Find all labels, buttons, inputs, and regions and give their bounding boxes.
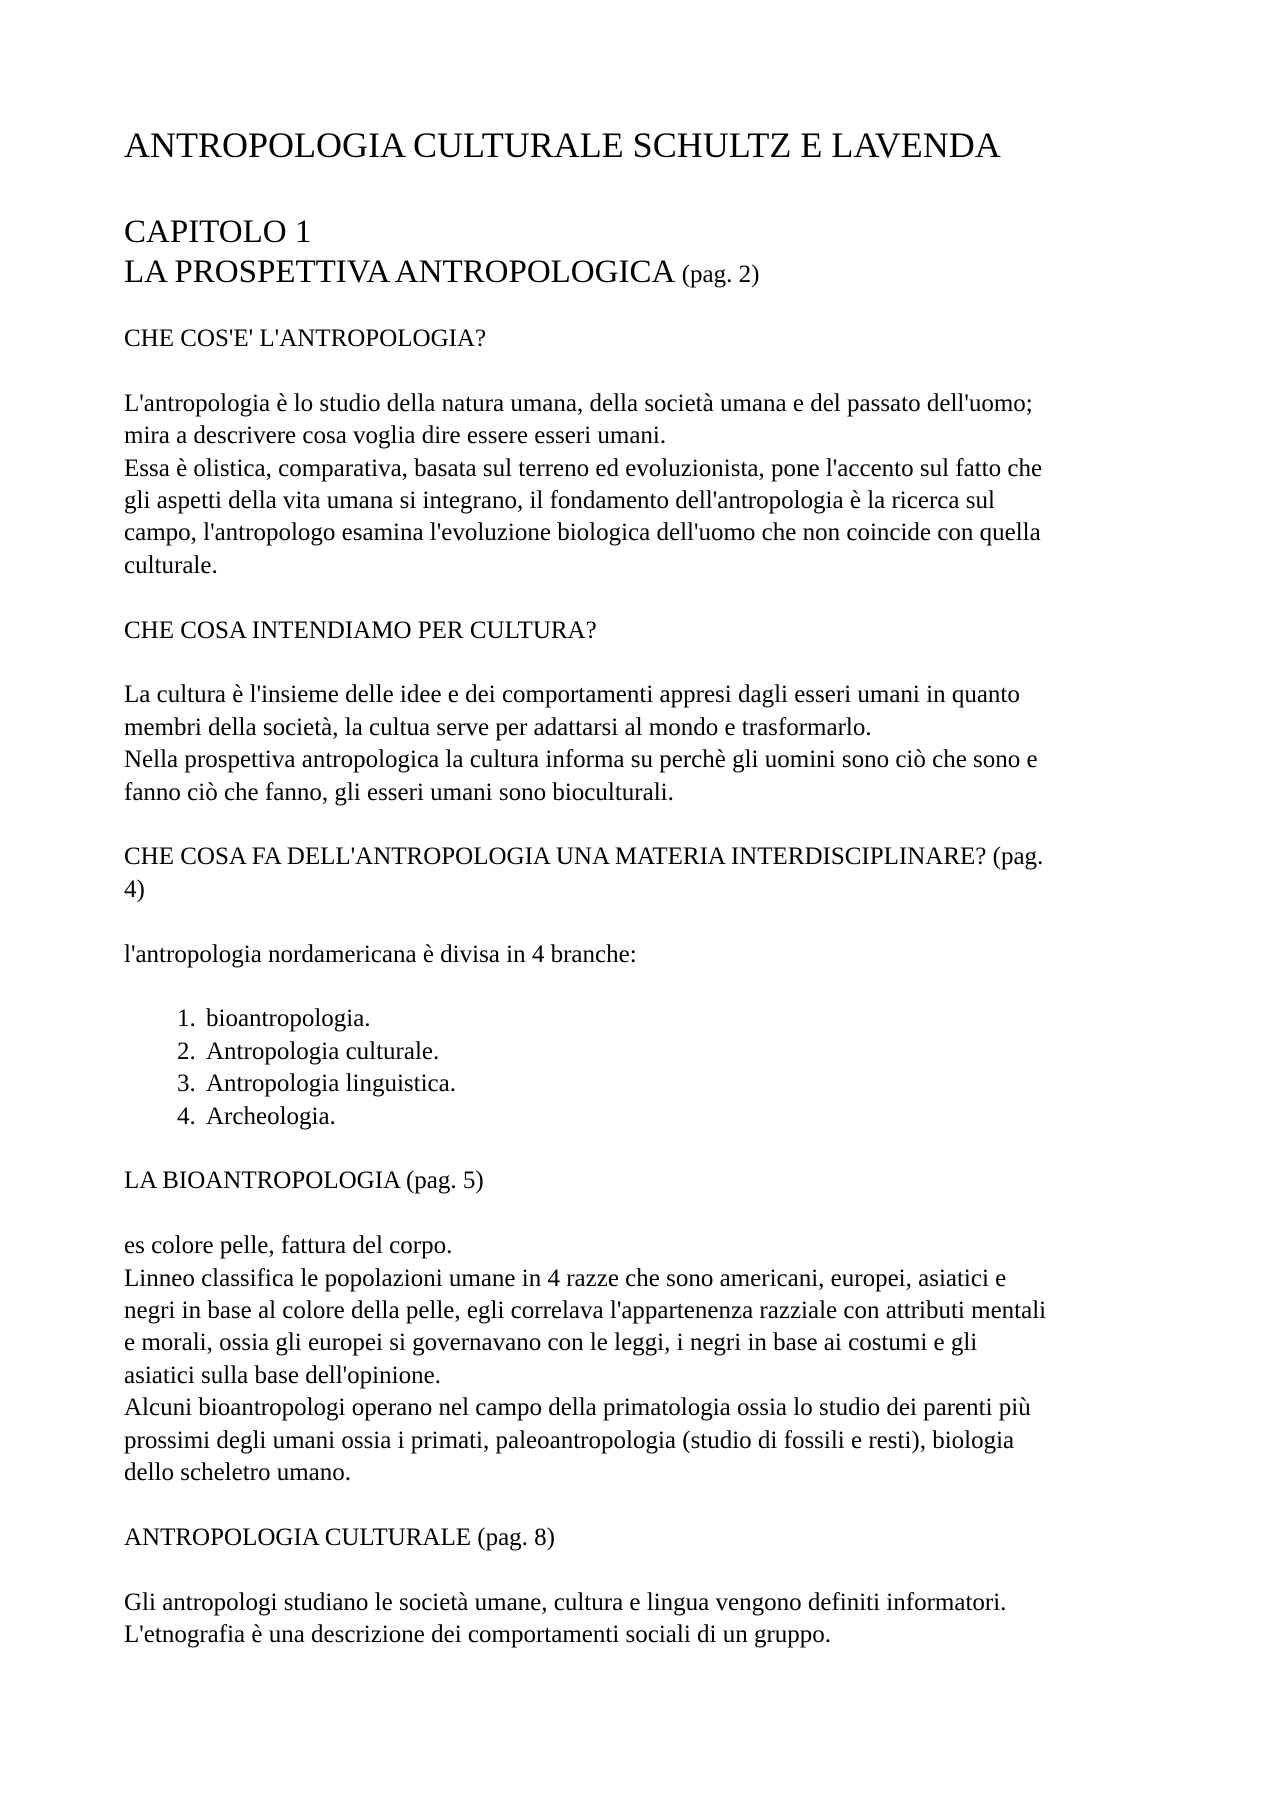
text-line: campo, l'antropologo esamina l'evoluzione biologica dell'uomo che non coincide con quella [124,519,1041,547]
text-line: membri della società, la cultua serve per adattarsi al mondo e trasformarlo. [124,713,872,741]
chapter-title-line [124,252,759,295]
paragraph-culture [124,679,1164,809]
text-line: L'etnografia è una descrizione dei comportamenti sociali di un gruppo. [124,1621,832,1649]
heading-line: CHE COSA FA DELL'ANTROPOLOGIA UNA MATERIA INTERDISCIPLINARE? (pag. [124,843,1044,871]
chapter-heading [124,212,759,295]
text-line: L'antropologia è lo studio della natura umana, della società umana e del passato dell'uomo; [124,389,1033,417]
text-line: asiatici sulla base dell'opinione. [124,1361,441,1389]
text-line: culturale. [124,551,218,579]
text-line: Nella prospettiva antropologica la cultura informa su perchè gli uomini sono ciò che sono e [124,746,1038,774]
document-body [124,323,1164,1684]
text-line: dello scheletro umano. [124,1459,352,1487]
text-line: mira a descrivere cosa voglia dire essere esseri umani. [124,422,667,450]
list-item: 4. Archeologia. [202,1101,1164,1133]
document-title: ANTROPOLOGIA CULTURALE SCHULTZ E LAVENDA [124,125,1001,165]
text-line: negri in base al colore della pelle, egli correlava l'appartenenza razziale con attributi mentali [124,1297,1047,1325]
text-line: Essa è olistica, comparativa, basata sul terreno ed evoluzionista, pone l'accento sul fatto che [124,454,1043,482]
text-line: Linneo classifica le popolazioni umane in 4 razze che sono americani, europei, asiatici e [124,1264,1007,1292]
section-heading-interdisciplinary [124,841,1164,906]
text-line: fanno ciò che fanno, gli esseri umani sono bioculturali. [124,778,674,806]
paragraph-definition [124,388,1164,582]
paragraph-cultural-anthropology [124,1587,1164,1652]
text-line: gli aspetti della vita umana si integrano, il fondamento dell'antropologia è la ricerca sul [124,487,995,515]
chapter-page-ref: (pag. 2) [681,261,760,288]
chapter-title: LA PROSPETTIVA ANTROPOLOGICA [124,254,674,290]
paragraph-bioanthropology [124,1230,1164,1489]
heading-line: 4) [124,875,145,903]
list-item: 1. bioantropologia. [202,1003,1164,1035]
section-heading-cultural-anthropology: ANTROPOLOGIA CULTURALE (pag. 8) [124,1523,555,1551]
chapter-number: CAPITOLO 1 [124,214,312,250]
text-line: prossimi degli umani ossia i primati, paleoantropologia (studio di fossili e resti), biologia [124,1426,1015,1454]
list-item: 3. Antropologia linguistica. [202,1068,1164,1100]
list-item: 2. Antropologia culturale. [202,1036,1164,1068]
text-line: e morali, ossia gli europei si governavano con le leggi, i negri in base ai costumi e gli [124,1329,978,1357]
text-line: es colore pelle, fattura del corpo. [124,1232,453,1260]
section-heading-bioanthropology: LA BIOANTROPOLOGIA (pag. 5) [124,1167,484,1195]
section-heading-what-is-anthropology: CHE COS'E' L'ANTROPOLOGIA? [124,325,487,352]
section-heading-culture: CHE COSA INTENDIAMO PER CULTURA? [124,616,597,644]
text-line: Alcuni bioantropologi operano nel campo della primatologia ossia lo studio dei parenti più [124,1394,1031,1422]
paragraph-branches-intro: l'antropologia nordamericana è divisa in 4 branche: [124,940,637,968]
branches-list [124,1003,1164,1133]
text-line: Gli antropologi studiano le società umane, cultura e lingua vengono definiti informatori. [124,1588,1007,1616]
text-line: La cultura è l'insieme delle idee e dei comportamenti appresi dagli esseri umani in quanto [124,681,1020,709]
